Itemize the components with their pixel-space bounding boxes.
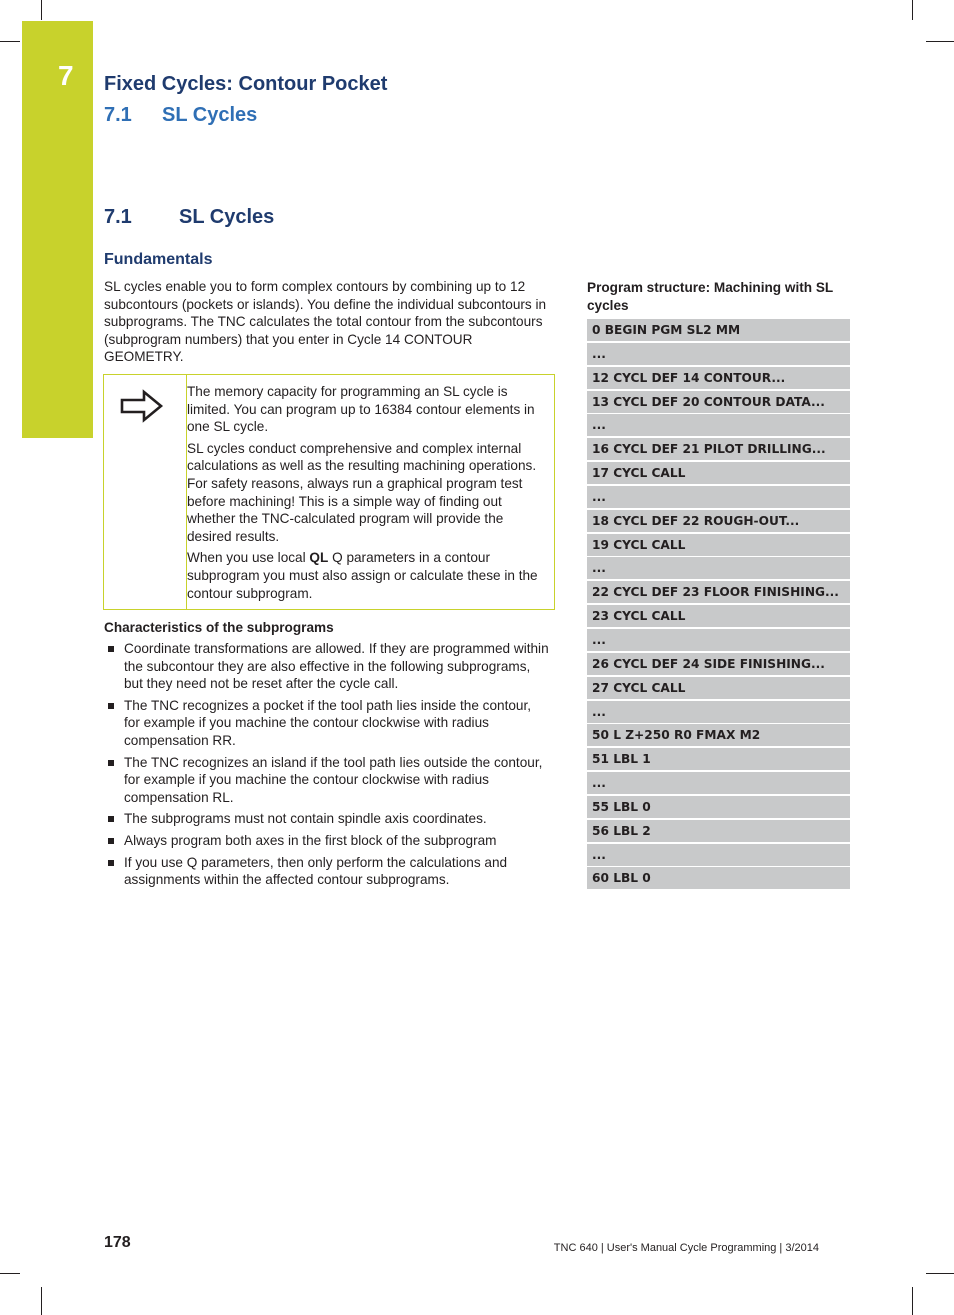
section-label: SL Cycles [179,206,275,228]
program-row: 19 CYCL CALL [587,534,850,556]
list-item [104,640,550,693]
section-number: 7.1 [104,206,132,228]
program-row: 26 CYCL DEF 24 SIDE FINISHING... [587,653,850,675]
note-content [187,383,549,606]
running-section-label: SL Cycles [162,104,258,126]
list-item [104,697,550,750]
list-item [104,832,550,850]
program-row: 18 CYCL DEF 22 ROUGH-OUT... [587,510,850,532]
program-row: ... [587,844,850,866]
list-item [104,810,550,828]
list-item [104,754,550,807]
fundamentals-intro: SL cycles enable you to form complex contours by combining up to 12 subcontours (pockets or islands). You define the individual subcontours in subprograms. The TNC calculates the total contour from the subcontours (subprogram numbers) that you enter in Cycle 14 CONTOUR GEOMETRY. [104,279,547,365]
running-section-number: 7.1 [104,104,132,126]
bullet-square-icon [108,760,114,766]
program-row: 23 CYCL CALL [587,605,850,627]
ql-keyword: QL [309,550,329,566]
program-row: ... [587,414,850,436]
characteristics-heading: Characteristics of the subprograms [104,620,334,635]
crop-mark [926,1273,954,1274]
list-item-text: Coordinate transformations are allowed. If they are programmed within the subcontour they are also effective in the following subprograms, but they need not be reset after the cycle call. [124,641,549,692]
crop-mark [0,41,20,42]
note-box [103,374,555,610]
arrow-right-icon [120,389,164,423]
bullet-square-icon [108,816,114,822]
crop-mark [912,0,913,20]
program-row: 12 CYCL DEF 14 CONTOUR... [587,367,850,389]
program-row: 55 LBL 0 [587,796,850,818]
list-item-text: The TNC recognizes a pocket if the tool path lies inside the contour, for example if you machine the contour clockwise with radius compensation RR. [124,697,532,748]
list-item-text: Always program both axes in the first block of the subprogram [124,832,497,848]
program-row: 17 CYCL CALL [587,462,850,484]
crop-mark [926,41,954,42]
footer-text: TNC 640 | User's Manual Cycle Programming | 3/2014 [553,1242,819,1254]
page-number: 178 [104,1234,131,1251]
bullet-square-icon [108,703,114,709]
program-row: ... [587,701,850,723]
program-row: 50 L Z+250 R0 FMAX M2 [587,724,850,746]
program-row: ... [587,557,850,579]
program-row: 0 BEGIN PGM SL2 MM [587,319,850,341]
program-row: ... [587,772,850,794]
list-item-text: The subprograms must not contain spindle axis coordinates. [124,811,487,827]
section-heading [104,206,274,229]
program-row: 13 CYCL DEF 20 CONTOUR DATA... [587,391,850,413]
note-text: Q parameters in a contour subprogram you must also assign or calculate these in the contour subprogram. [187,550,538,601]
program-row: 22 CYCL DEF 23 FLOOR FINISHING... [587,581,850,603]
program-structure-table [587,319,850,891]
note-text: When you use local [187,550,310,566]
bullet-square-icon [108,646,114,652]
program-structure-heading: Program structure: Machining with SL cycles [587,280,833,313]
crop-mark [41,0,42,20]
program-row: 27 CYCL CALL [587,677,850,699]
fundamentals-heading: Fundamentals [104,251,213,268]
program-row: 60 LBL 0 [587,867,850,889]
chapter-number: 7 [58,60,74,91]
crop-mark [41,1287,42,1315]
bullet-square-icon [108,860,114,866]
characteristics-list [104,640,550,893]
program-row: 51 LBL 1 [587,748,850,770]
note-paragraph: The memory capacity for programming an SL cycle is limited. You can program up to 16384 contour elements in one SL cycle. [187,384,535,435]
program-row: 16 CYCL DEF 21 PILOT DRILLING... [587,438,850,460]
list-item-text: The TNC recognizes an island if the tool path lies outside the contour, for example if you machine the contour clockwise with radius compensation RL. [124,754,543,805]
list-item-text: If you use Q parameters, then only perform the calculations and assignments within the affected contour subprograms. [124,854,508,888]
crop-mark [0,1273,20,1274]
note-paragraph [187,549,549,602]
program-row: 56 LBL 2 [587,820,850,842]
list-item [104,854,550,889]
program-row: ... [587,486,850,508]
note-paragraph: SL cycles conduct comprehensive and complex internal calculations as well as the resulting machining operations. For safety reasons, always run a graphical program test before machining! This is a simple way of finding out whether the TNC-calculated program will provide the desired results. [187,440,537,544]
running-section-title [104,104,257,127]
running-chapter-title: Fixed Cycles: Contour Pocket [104,73,388,95]
bullet-square-icon [108,838,114,844]
crop-mark [912,1287,913,1315]
program-row: ... [587,629,850,651]
program-row: ... [587,343,850,365]
